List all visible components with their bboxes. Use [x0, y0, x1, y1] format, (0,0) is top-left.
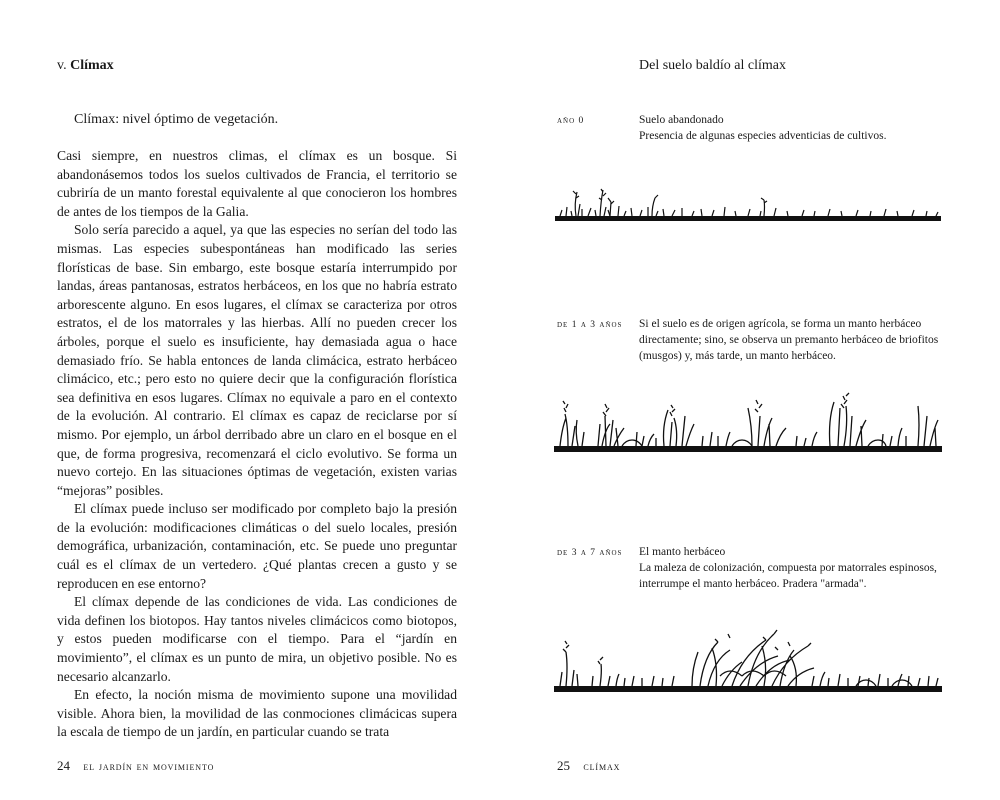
paragraph: El clímax puede incluso ser modificado por completo bajo la presión de la evolución: modificaciones climáticas o del suelo locales, presión demográfica, urbanización, contaminación, etc. Se puede uno preguntar cuál es el clímax de un vertedero. ¿Qué plantas crecen a gusto y se reproducen en ese entorno? — [57, 501, 457, 591]
stage-line: La maleza de colonización, compuesta por matorrales espinosos, — [639, 562, 937, 575]
stage-line: Presencia de algunas especies adventicias de cultivos. — [639, 130, 887, 143]
stage-description — [639, 544, 959, 593]
thorny-scrub-illustration — [552, 616, 944, 696]
stage-label: año 0 — [557, 116, 585, 126]
stage-line: directamente; sino, se observa un premanto herbáceo de briofitos — [639, 334, 939, 347]
stage-line: Suelo abandonado — [639, 114, 724, 126]
body-text — [57, 147, 457, 742]
stage-line: El manto herbáceo — [639, 546, 726, 558]
paragraph: Casi siempre, en nuestros climas, el clímax es un bosque. Si abandonásemos todos los suelos cultivados de Francia, el territorio se cubriría de un manto forestal equivalente al que conocieron los hombres de antes de los tiempos de la Galia. — [57, 148, 457, 219]
stage-line: interrumpe el manto herbáceo. Pradera "armada". — [639, 578, 867, 591]
stage-label: de 3 a 7 años — [557, 548, 623, 558]
stage-label: de 1 a 3 años — [557, 320, 623, 330]
running-footer: clímax — [583, 759, 621, 773]
left-folio — [57, 758, 214, 774]
running-footer: el jardín en movimiento — [83, 759, 215, 773]
chapter-heading — [57, 58, 114, 74]
stage-description — [639, 316, 959, 365]
bare-soil-illustration — [552, 180, 944, 226]
chapter-number: v. — [57, 58, 67, 73]
stage-line: (musgos) y, más tarde, un manto herbáceo. — [639, 350, 836, 363]
intro-line: Clímax: nivel óptimo de vegetación. — [74, 112, 279, 127]
stage-description — [639, 112, 959, 144]
right-folio — [557, 758, 620, 774]
paragraph: El clímax depende de las condiciones de vida. Las condiciones de vida definen los biotopos. Hay tantos niveles climácicos como biotopos, y estos pueden modificarse con el tiempo. Para el “jardín en movimiento”, el clímax es un punto de mira, un objetivo posible. No es necesario alcanzarlo. — [57, 594, 457, 684]
chapter-title: Clímax — [70, 58, 114, 73]
right-page — [500, 0, 1000, 800]
paragraph: Solo sería parecido a aquel, ya que las especies no serían del todo las mismas. Las especies subespontáneas han modificado las series florísticas de base. Sin embargo, este bosque estaría interrumpido por landas, áreas pantanosas, estratos herbáceos, en los que no habría estrato arborescente alguno. En esos lugares, el clímax se caracteriza por otros estratos, el de los matorrales y las hierbas. Allí no pueden crecer los árboles, porque el suelo es insuficiente, hay demasiada agua o hace demasiado frío. Se habla entonces de landa climácica, estrato herbáceo climácico, etc.; pero esto no quiere decir que la configuración florística sea definitiva en esos lugares. Clímax no equivale a paro en el contexto de la evolución. Al contrario. El clímax es capaz de reciclarse por sí mismo. Por ejemplo, un árbol derribado abre un claro en el bosque en el que, de forma progresiva, recomenzará el ciclo evolutivo. Se forma un nuevo cortejo. En las situaciones óptimas de vegetación, existen varias “mejoras” posibles. — [57, 222, 457, 498]
page-number: 24 — [57, 758, 70, 773]
paragraph: En efecto, la noción misma de movimiento supone una movilidad visible. Ahora bien, la movilidad de las conmociones climácicas supera la escala de tiempo de un jardín, en particular cuando se trata — [57, 687, 457, 740]
page-number: 25 — [557, 758, 570, 773]
page-title: Del suelo baldío al clímax — [639, 58, 786, 73]
stage-line: Si el suelo es de origen agrícola, se forma un manto herbáceo — [639, 318, 922, 330]
herbaceous-mantle-illustration — [552, 376, 944, 456]
